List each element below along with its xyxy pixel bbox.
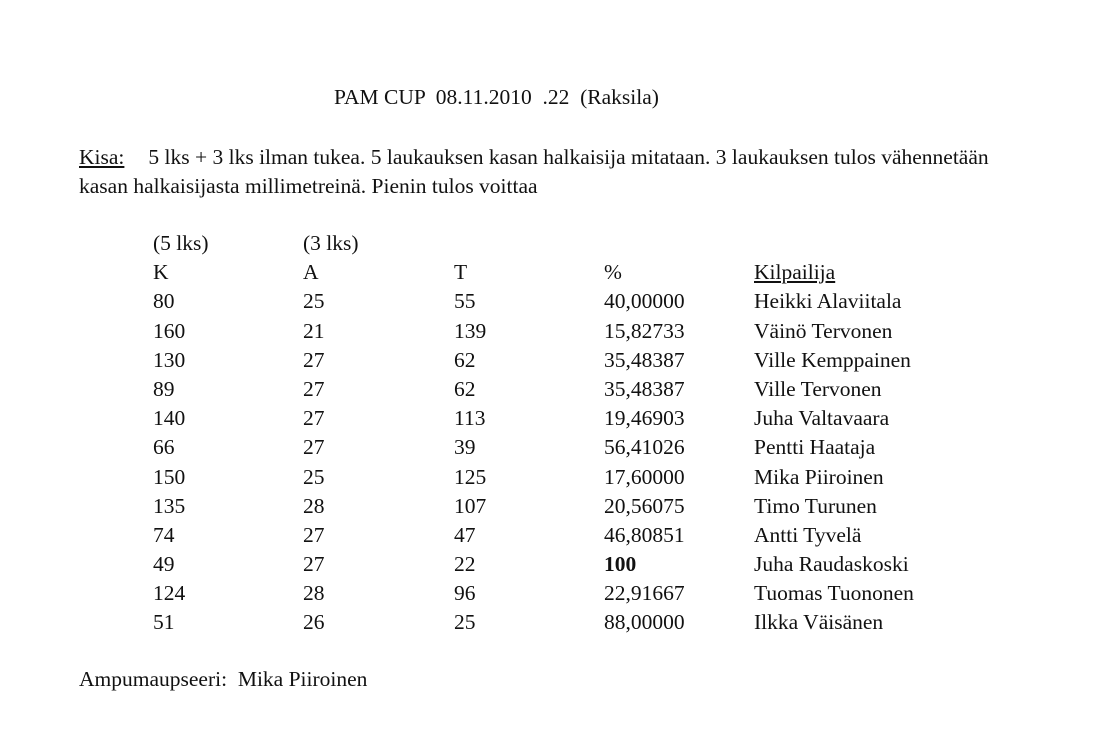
cell-k: 74 <box>153 522 175 547</box>
cell-competitor: Timo Turunen <box>754 493 877 518</box>
rules-label: Kisa: <box>79 145 125 169</box>
range-officer: Ampumaupseeri: Mika Piiroinen <box>79 667 368 691</box>
cell-a: 21 <box>303 318 325 343</box>
cell-k: 66 <box>153 435 175 460</box>
cell-percent: 19,46903 <box>604 406 685 431</box>
cell-a: 27 <box>303 376 325 401</box>
cell-t: 22 <box>454 552 476 577</box>
cell-k: 150 <box>153 464 186 489</box>
cell-percent: 56,41026 <box>604 435 685 460</box>
header-k: K <box>153 260 169 285</box>
competition-rules <box>79 143 1039 201</box>
cell-k: 89 <box>153 376 175 401</box>
cell-a: 27 <box>303 552 325 577</box>
cell-competitor: Mika Piiroinen <box>754 464 884 489</box>
cell-a: 26 <box>303 610 325 635</box>
cell-competitor: Tuomas Tuononen <box>754 581 914 606</box>
cell-percent: 100 <box>604 552 637 577</box>
cell-k: 80 <box>153 289 175 314</box>
cell-t: 125 <box>454 464 487 489</box>
cell-competitor: Ilkka Väisänen <box>754 610 884 635</box>
cell-k: 160 <box>153 318 186 343</box>
cell-percent: 15,82733 <box>604 318 685 343</box>
cell-a: 27 <box>303 522 325 547</box>
cell-t: 113 <box>454 406 486 431</box>
cell-a: 27 <box>303 347 325 372</box>
header-t: T <box>454 260 468 285</box>
cell-percent: 46,80851 <box>604 522 685 547</box>
cell-a: 25 <box>303 464 325 489</box>
cell-percent: 40,00000 <box>604 289 685 314</box>
cell-competitor: Juha Valtavaara <box>754 406 890 431</box>
cell-k: 140 <box>153 406 186 431</box>
subheader-a: (3 lks) <box>303 231 359 255</box>
cell-t: 107 <box>454 493 487 518</box>
cell-competitor: Ville Tervonen <box>754 376 882 401</box>
cell-percent: 35,48387 <box>604 347 685 372</box>
cell-competitor: Pentti Haataja <box>754 435 876 460</box>
cell-a: 25 <box>303 289 325 314</box>
cell-a: 28 <box>303 493 325 518</box>
cell-k: 135 <box>153 493 186 518</box>
cell-competitor: Ville Kemppainen <box>754 347 911 372</box>
cell-competitor: Heikki Alaviitala <box>754 289 902 314</box>
cell-competitor: Antti Tyvelä <box>754 522 862 547</box>
document-title: PAM CUP 08.11.2010 .22 (Raksila) <box>334 85 659 109</box>
subheader-k: (5 lks) <box>153 231 209 255</box>
cell-k: 130 <box>153 347 186 372</box>
cell-t: 55 <box>454 289 476 314</box>
header-a: A <box>303 260 319 285</box>
cell-t: 62 <box>454 347 476 372</box>
cell-a: 27 <box>303 406 325 431</box>
cell-t: 62 <box>454 376 476 401</box>
header-percent: % <box>604 260 622 285</box>
header-competitor: Kilpailija <box>754 260 836 285</box>
cell-percent: 22,91667 <box>604 581 685 606</box>
cell-competitor: Väinö Tervonen <box>754 318 893 343</box>
cell-percent: 35,48387 <box>604 376 685 401</box>
cell-t: 47 <box>454 522 476 547</box>
cell-percent: 88,00000 <box>604 610 685 635</box>
cell-t: 25 <box>454 610 476 635</box>
cell-percent: 20,56075 <box>604 493 685 518</box>
cell-a: 28 <box>303 581 325 606</box>
cell-percent: 17,60000 <box>604 464 685 489</box>
rules-text: 5 lks + 3 lks ilman tukea. 5 laukauksen kasan halkaisija mitataan. 3 laukauksen tulos vähennetään kasan halkaisijasta millimetreinä. Pienin tulos voittaa <box>79 145 989 198</box>
cell-a: 27 <box>303 435 325 460</box>
cell-k: 51 <box>153 610 175 635</box>
cell-t: 139 <box>454 318 487 343</box>
cell-k: 124 <box>153 581 186 606</box>
cell-t: 39 <box>454 435 476 460</box>
cell-competitor: Juha Raudaskoski <box>754 552 909 577</box>
cell-t: 96 <box>454 581 476 606</box>
cell-k: 49 <box>153 552 175 577</box>
